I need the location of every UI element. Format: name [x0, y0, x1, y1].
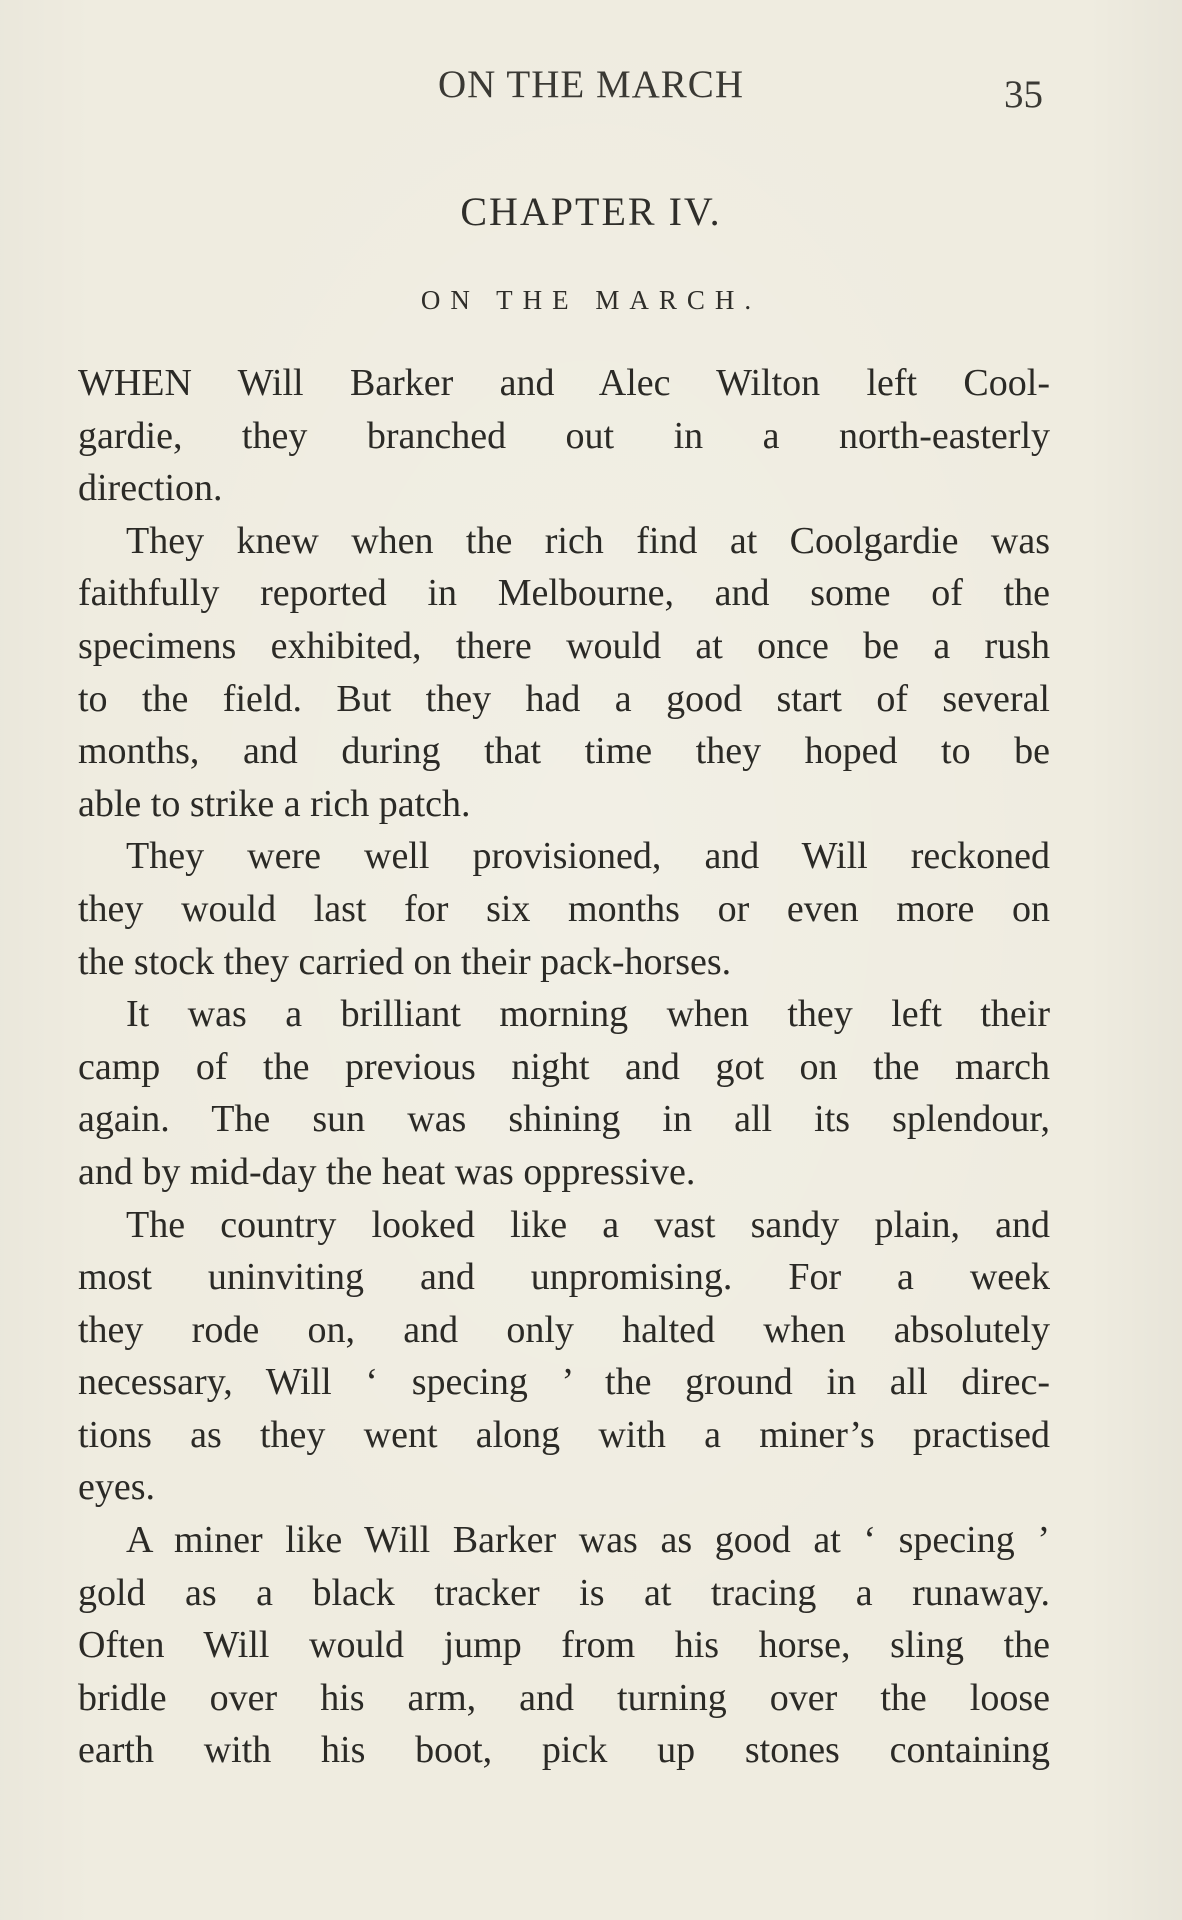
text-line: gardie, they branched out in a north-easterly [78, 414, 1050, 457]
text-line: faithfully reported in Melbourne, and some of the [78, 572, 1050, 615]
text-line: they rode on, and only halted when absolutely [78, 1308, 1050, 1351]
text-line: They were well provisioned, and Will reckoned [126, 835, 1050, 878]
text-line: earth with his boot, pick up stones containing [78, 1729, 1050, 1772]
text-line: Often Will would jump from his horse, sling the [78, 1624, 1050, 1667]
chapter-heading: CHAPTER IV. [460, 189, 722, 234]
running-head: ON THE MARCH [438, 63, 744, 106]
text-line: bridle over his arm, and turning over the loose [78, 1676, 1050, 1719]
text-line: again. The sun was shining in all its splendour, [78, 1098, 1050, 1141]
text-line: specimens exhibited, there would at once be a rush [78, 624, 1050, 667]
text-line: The country looked like a vast sandy plain, and [126, 1203, 1050, 1246]
body-text [78, 357, 1050, 1777]
text-line: tions as they went along with a miner’s practised [78, 1413, 1050, 1456]
page-number: 35 [1004, 73, 1043, 116]
text-line: the stock they carried on their pack-horses. [78, 940, 732, 983]
text-line: WHEN Will Barker and Alec Wilton left Cool- [78, 362, 1050, 404]
text-line: A miner like Will Barker was as good at ‘ specing ’ [126, 1519, 1050, 1562]
text-line: They knew when the rich find at Coolgardie was [126, 519, 1050, 562]
text-line: necessary, Will ‘ specing ’ the ground in all direc- [78, 1361, 1050, 1404]
text-line: camp of the previous night and got on the march [78, 1045, 1050, 1088]
text-line: to the field. But they had a good start of several [78, 677, 1050, 720]
text-line: gold as a black tracker is at tracing a runaway. [78, 1571, 1050, 1614]
text-line: able to strike a rich patch. [78, 782, 471, 825]
text-line: eyes. [78, 1466, 156, 1509]
text-line: most uninviting and unpromising. For a week [78, 1256, 1050, 1299]
text-line: months, and during that time they hoped to be [78, 730, 1050, 773]
chapter-title: ON THE MARCH. [420, 285, 762, 315]
text-line: and by mid-day the heat was oppressive. [78, 1150, 696, 1193]
text-line: they would last for six months or even more on [78, 887, 1050, 930]
text-line: It was a brilliant morning when they left their [126, 993, 1050, 1036]
text-line: direction. [78, 467, 223, 510]
